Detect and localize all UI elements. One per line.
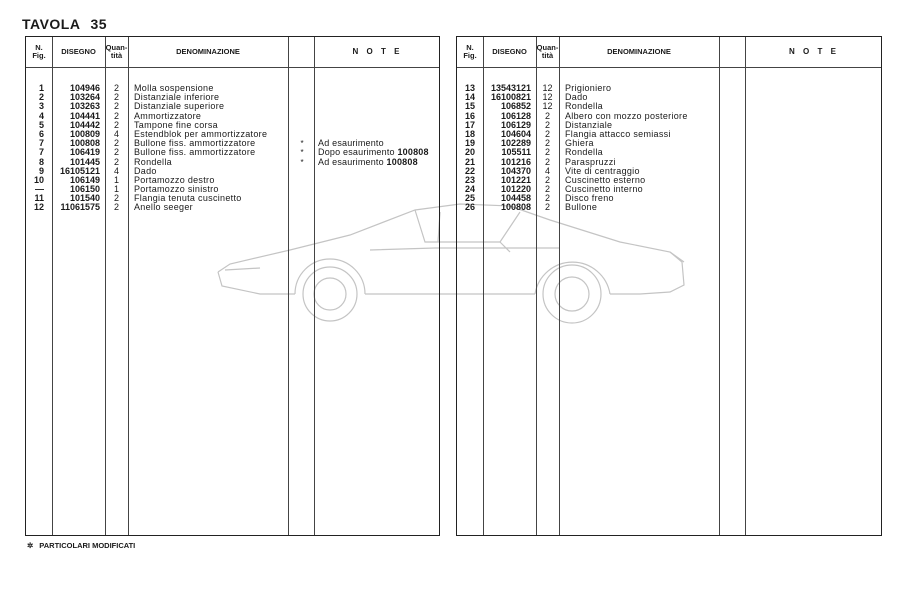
header-quantita: Quan- tità — [105, 43, 128, 60]
cell-star: * — [300, 139, 304, 149]
cell-fig: 15 — [464, 101, 475, 112]
cell-den: Portamozzo sinistro — [134, 184, 219, 195]
cell-den: Tampone fine corsa — [134, 119, 218, 130]
cell-disegno: 104441 — [69, 110, 100, 121]
cell-qty: 2 — [544, 174, 550, 185]
cell-fig: 20 — [464, 147, 475, 158]
header-quantita: Quan- tità — [536, 43, 559, 60]
cell-fig: 12 — [33, 202, 44, 213]
cell-fig: 7 — [38, 147, 44, 158]
cell-note-text: Dopo esaurimento — [318, 147, 398, 158]
cell-qty: 4 — [113, 128, 119, 139]
cell-disegno: 106128 — [500, 110, 531, 121]
cell-disegno: 106150 — [69, 184, 100, 195]
table-row — [26, 203, 439, 212]
cell-qty: 2 — [113, 83, 119, 93]
cell-den: Rondella — [134, 156, 172, 167]
cell-qty: 2 — [544, 138, 550, 149]
cell-disegno: 102289 — [500, 138, 531, 149]
cell-qty: 1 — [113, 174, 119, 185]
cell-fig: 16 — [464, 110, 475, 121]
cell-qty: 2 — [113, 147, 119, 158]
cell-fig: 21 — [464, 156, 475, 167]
cell-fig: 14 — [464, 92, 475, 103]
cell-den: Anello seeger — [134, 202, 193, 213]
cell-den: Dado — [565, 92, 588, 103]
cell-disegno: 16100821 — [490, 92, 531, 103]
cell-qty: 2 — [113, 101, 119, 112]
header-note: N O T E — [789, 47, 839, 56]
parts-table-right — [456, 36, 882, 536]
cell-disegno: 101445 — [69, 156, 100, 167]
cell-qty: 2 — [113, 110, 119, 121]
cell-den: Dado — [134, 165, 157, 176]
cell-fig: 19 — [464, 138, 475, 149]
cell-fig: 24 — [464, 184, 475, 195]
cell-fig: 13 — [464, 83, 475, 93]
cell-qty: 2 — [544, 128, 550, 139]
cell-note-code: 100808 — [386, 156, 418, 167]
cell-fig: 18 — [464, 128, 475, 139]
cell-den: Rondella — [565, 101, 603, 112]
cell-qty: 2 — [544, 119, 550, 130]
cell-den: Vite di centraggio — [565, 165, 640, 176]
cell-qty: 2 — [113, 92, 119, 103]
cell-fig: 9 — [38, 165, 44, 176]
cell-disegno: 104604 — [500, 128, 531, 139]
cell-fig: 23 — [464, 174, 475, 185]
footnote-text: PARTICOLARI MODIFICATI — [39, 541, 136, 550]
cell-qty: 2 — [113, 193, 119, 204]
cell-qty: 4 — [544, 165, 550, 176]
cell-den: Disco freno — [565, 193, 614, 204]
cell-fig: 22 — [464, 165, 475, 176]
cell-fig: 8 — [38, 156, 44, 167]
cell-fig: 10 — [33, 174, 44, 185]
cell-disegno: 106129 — [500, 119, 531, 130]
cell-fig: 5 — [38, 119, 44, 130]
cell-disegno: 101216 — [500, 156, 531, 167]
cell-disegno: 104458 — [500, 193, 531, 204]
cell-qty: 2 — [113, 138, 119, 149]
header-note: N O T E — [352, 47, 403, 56]
header-fig: N. Fig. — [463, 43, 477, 60]
cell-qty: 2 — [113, 119, 119, 130]
cell-qty: 2 — [544, 110, 550, 121]
cell-fig: 4 — [38, 110, 44, 121]
cell-disegno: 104946 — [69, 83, 100, 93]
cell-fig: 11 — [34, 193, 44, 204]
cell-note-code: 100808 — [397, 147, 429, 158]
cell-disegno: 104442 — [69, 119, 100, 130]
footnote — [27, 541, 135, 550]
cell-qty: 2 — [544, 193, 550, 204]
cell-qty: 4 — [113, 165, 119, 176]
cell-den: Cuscinetto interno — [565, 184, 643, 195]
page-title — [22, 16, 107, 32]
cell-fig: — — [35, 184, 44, 195]
cell-den: Distanziale inferiore — [134, 92, 220, 103]
page-title-label: TAVOLA — [22, 16, 81, 32]
cell-den: Distanziale — [565, 119, 613, 130]
cell-qty: 2 — [113, 202, 119, 213]
cell-fig: 17 — [464, 119, 475, 130]
cell-den: Bullone — [565, 202, 598, 213]
cell-fig: 25 — [464, 193, 475, 204]
cell-disegno: 106419 — [69, 147, 100, 158]
cell-den: Ghiera — [565, 138, 594, 149]
cell-den: Distanziale superiore — [134, 101, 225, 112]
cell-disegno: 101540 — [69, 193, 100, 204]
cell-den: Molla sospensione — [134, 83, 214, 93]
cell-note: Ad esaurimento — [318, 138, 384, 149]
cell-qty: 12 — [542, 83, 553, 93]
cell-fig: 7 — [38, 138, 44, 149]
cell-fig: 1 — [38, 83, 44, 93]
cell-disegno: 106149 — [69, 174, 100, 185]
header-disegno: DISEGNO — [61, 47, 96, 56]
cell-qty: 2 — [113, 156, 119, 167]
cell-disegno: 105511 — [501, 147, 531, 158]
cell-qty: 2 — [544, 156, 550, 167]
table-row — [457, 203, 881, 212]
cell-disegno: 103264 — [69, 92, 100, 103]
cell-den: Bullone fiss. ammortizzatore — [134, 138, 256, 149]
header-fig: N. Fig. — [32, 43, 46, 60]
cell-disegno: 106852 — [500, 101, 531, 112]
page-number: 35 — [90, 16, 108, 32]
cell-fig: 26 — [464, 202, 475, 213]
cell-disegno: 13543121 — [490, 83, 531, 93]
cell-den: Paraspruzzi — [565, 156, 616, 167]
cell-fig: 3 — [38, 101, 44, 112]
cell-star: * — [300, 148, 304, 158]
cell-fig: 6 — [38, 128, 44, 139]
header-disegno: DISEGNO — [492, 47, 527, 56]
cell-disegno: 16105121 — [59, 165, 100, 176]
cell-disegno: 101220 — [500, 184, 531, 195]
header-denominazione: DENOMINAZIONE — [607, 47, 671, 56]
cell-qty: 12 — [542, 101, 553, 112]
cell-den: Ammortizzatore — [134, 110, 202, 121]
cell-qty: 2 — [544, 147, 550, 158]
cell-disegno: 100808 — [69, 138, 100, 149]
cell-disegno: 100808 — [500, 202, 531, 213]
cell-fig: 2 — [38, 92, 44, 103]
cell-star: * — [300, 157, 304, 167]
rows-left — [26, 84, 439, 213]
cell-den: Portamozzo destro — [134, 174, 215, 185]
cell-disegno: 11061575 — [60, 202, 100, 213]
cell-den: Cuscinetto esterno — [565, 174, 646, 185]
cell-qty: 2 — [544, 184, 550, 195]
cell-disegno: 100809 — [69, 128, 100, 139]
cell-den: Bullone fiss. ammortizzatore — [134, 147, 256, 158]
header-denominazione: DENOMINAZIONE — [176, 47, 240, 56]
cell-disegno: 104370 — [500, 165, 531, 176]
cell-den: Flangia attacco semiassi — [565, 128, 671, 139]
cell-qty: 2 — [544, 202, 550, 213]
parts-table-left — [25, 36, 440, 536]
rows-right — [457, 84, 881, 213]
cell-note — [318, 158, 418, 167]
cell-den: Albero con mozzo posteriore — [565, 110, 688, 121]
cell-qty: 1 — [113, 184, 119, 195]
cell-note-text: Ad esaurimento — [318, 156, 387, 167]
cell-den: Estendblok per ammortizzatore — [134, 128, 268, 139]
footnote-star-icon: ✲ — [27, 541, 34, 550]
cell-den: Rondella — [565, 147, 603, 158]
cell-disegno: 101221 — [500, 174, 531, 185]
cell-den: Prigioniero — [565, 83, 612, 93]
cell-disegno: 103263 — [69, 101, 100, 112]
cell-den: Flangia tenuta cuscinetto — [134, 193, 242, 204]
cell-qty: 12 — [542, 92, 553, 103]
